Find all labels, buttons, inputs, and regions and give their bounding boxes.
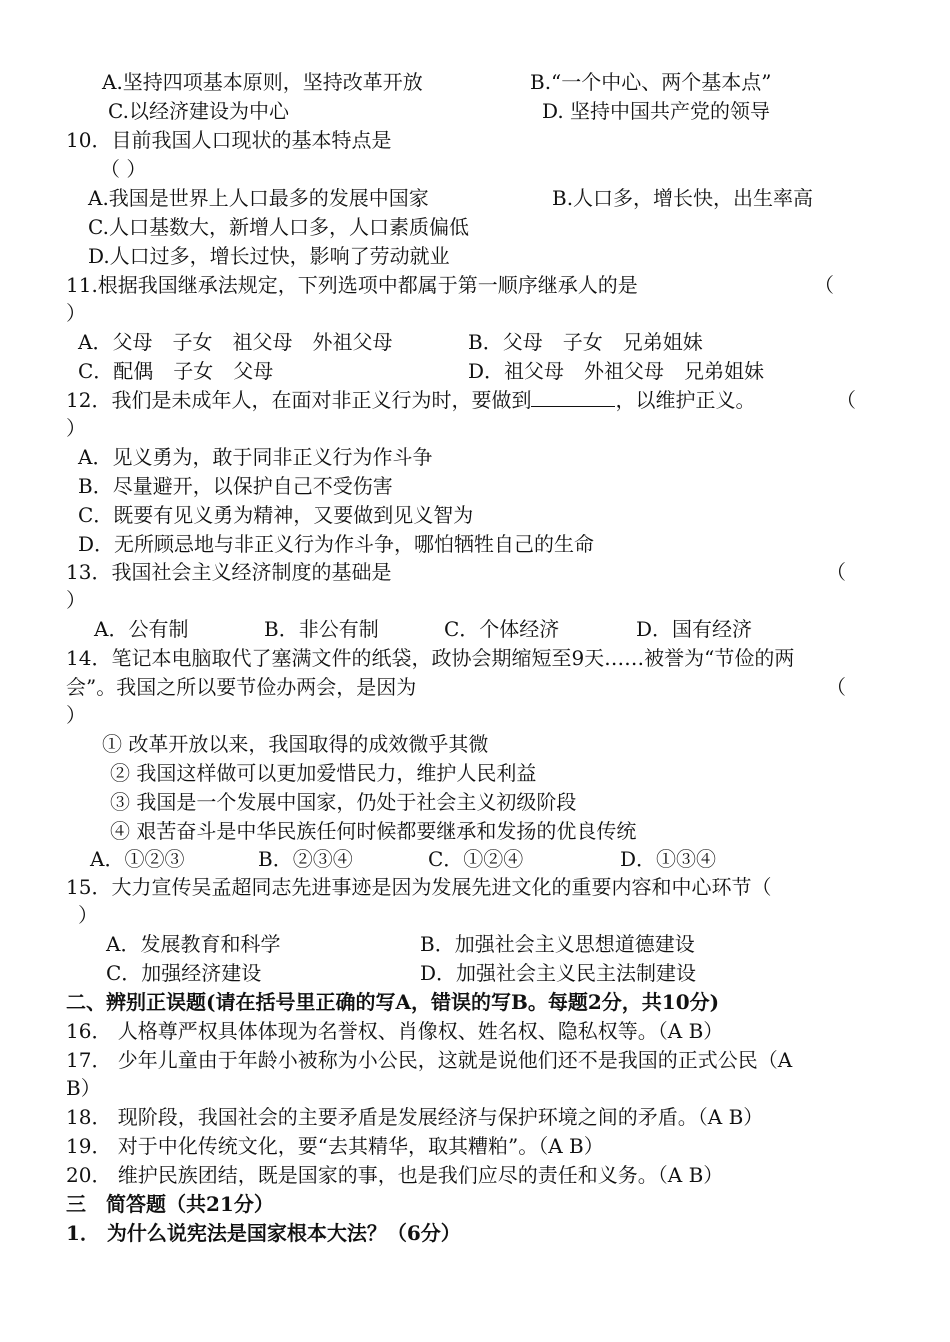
q13-option-c: C．个体经济 <box>444 617 560 641</box>
q20: 20． 维护民族团结，既是国家的事，也是我们应尽的责任和义务。（A B） <box>66 1163 724 1187</box>
q14-option-a: A．①②③ <box>90 847 185 871</box>
q11-option-b: B．父母 子女 兄弟姐妹 <box>468 330 703 354</box>
q9-option-a: A.坚持四项基本原则，坚持改革开放 <box>102 70 423 94</box>
section3-q1: 1． 为什么说宪法是国家根本大法？（6分） <box>66 1221 461 1245</box>
q12-option-b: B．尽量避开，以保护自己不受伤害 <box>78 474 393 498</box>
q13-stem: 13．我国社会主义经济制度的基础是 <box>66 560 392 584</box>
q10-option-a: A.我国是世界上人口最多的发展中国家 <box>88 186 429 210</box>
q12-option-d: D．无所顾忌地与非正义行为作斗争，哪怕牺牲自己的生命 <box>78 532 595 556</box>
q14-paren-close: ） <box>66 703 86 727</box>
q15-option-d: D．加强社会主义民主法制建设 <box>420 961 697 985</box>
q11-paren-close: ） <box>66 301 86 325</box>
q13-option-d: D．国有经济 <box>636 617 753 641</box>
q12-blank <box>531 388 615 407</box>
q10-stem: 10．目前我国人口现状的基本特点是 <box>66 128 392 152</box>
q14-statement-3: ③ 我国是一个发展中国家，仍处于社会主义初级阶段 <box>110 790 577 814</box>
q15-option-b: B．加强社会主义思想道德建设 <box>420 932 695 956</box>
q14-statement-4: ④ 艰苦奋斗是中华民族任何时候都要继承和发扬的优良传统 <box>110 819 637 843</box>
q19: 19． 对于中化传统文化，要“去其精华，取其糟粕”。（A B） <box>66 1134 604 1158</box>
q13-paren-close: ） <box>66 588 86 612</box>
q14-stem-line2: 会”。我国之所以要节俭办两会，是因为 <box>66 675 417 699</box>
q10-option-b: B.人口多，增长快，出生率高 <box>552 186 814 210</box>
q11-stem: 11.根据我国继承法规定，下列选项中都属于第一顺序继承人的是 <box>66 273 638 297</box>
q14-option-d: D．①③④ <box>620 847 717 871</box>
q12-stem <box>66 386 755 414</box>
q12-stem-after: ，以维护正义。 <box>615 388 756 412</box>
q10-option-c: C.人口基数大，新增人口多，人口素质偏低 <box>88 215 469 239</box>
q17-line2: B） <box>66 1076 101 1100</box>
q9-option-d: D. 坚持中国共产党的领导 <box>542 99 771 123</box>
q11-option-d: D．祖父母 外祖父母 兄弟姐妹 <box>468 359 765 383</box>
q14-statement-2: ② 我国这样做可以更加爱惜民力，维护人民利益 <box>110 761 537 785</box>
q11-option-a: A．父母 子女 祖父母 外祖父母 <box>78 330 393 354</box>
q15-stem: 15．大力宣传吴孟超同志先进事迹是因为发展先进文化的重要内容和中心环节（ <box>66 875 772 899</box>
q10-answer-paren: （ ） <box>100 157 147 181</box>
q15-option-a: A．发展教育和科学 <box>106 932 281 956</box>
q12-stem-before: 12．我们是未成年人，在面对非正义行为时，要做到 <box>66 388 532 412</box>
q14-option-b: B．②③④ <box>258 847 353 871</box>
q11-paren-open: （ <box>814 273 834 297</box>
q11-option-c: C．配偶 子女 父母 <box>78 359 274 383</box>
q14-stem-line1: 14．笔记本电脑取代了塞满文件的纸袋，政协会期缩短至9天……被誉为“节俭的两 <box>66 646 795 670</box>
q13-option-a: A．公有制 <box>94 617 189 641</box>
q10-option-d: D.人口过多，增长过快，影响了劳动就业 <box>88 244 450 268</box>
q9-option-c: C.以经济建设为中心 <box>108 99 289 123</box>
q12-option-c: C．既要有见义勇为精神，又要做到见义智为 <box>78 503 474 527</box>
q14-paren-open: （ <box>826 675 846 699</box>
q9-option-b: B.“一个中心、两个基本点” <box>530 70 772 94</box>
section3-title: 三 简答题（共21分） <box>66 1192 274 1216</box>
q12-paren-close: ） <box>66 416 86 440</box>
q13-option-b: B．非公有制 <box>264 617 379 641</box>
q18: 18． 现阶段，我国社会的主要矛盾是发展经济与保护环境之间的矛盾。（A B） <box>66 1105 764 1129</box>
q13-paren-open: （ <box>826 560 846 584</box>
q15-paren-close: ） <box>78 903 98 927</box>
q14-statement-1: ① 改革开放以来，我国取得的成效微乎其微 <box>102 732 489 756</box>
q12-paren-open: （ <box>836 388 856 412</box>
q15-option-c: C．加强经济建设 <box>106 961 262 985</box>
q14-option-c: C．①②④ <box>428 847 524 871</box>
q16: 16． 人格尊严权具体体现为名誉权、肖像权、姓名权、隐私权等。（A B） <box>66 1019 724 1043</box>
q12-option-a: A．见义勇为，敢于同非正义行为作斗争 <box>78 445 433 469</box>
section2-title: 二、辨别正误题(请在括号里正确的写A，错误的写B。每题2分，共10分) <box>66 990 720 1014</box>
q17-line1: 17． 少年儿童由于年龄小被称为小公民，这就是说他们还不是我国的正式公民（A <box>66 1048 793 1072</box>
